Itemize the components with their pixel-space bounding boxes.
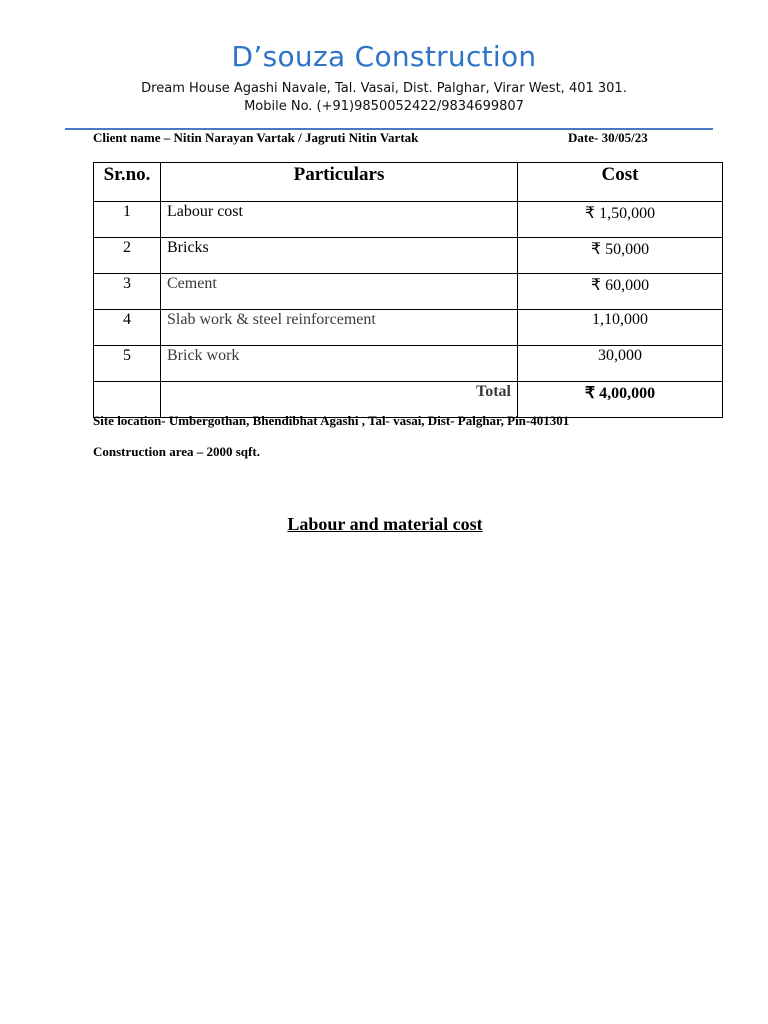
row-particular: Labour cost <box>161 202 518 238</box>
row-cost: ₹ 60,000 <box>518 274 723 310</box>
table-row <box>94 202 723 238</box>
row-particular: Brick work <box>161 346 518 382</box>
client-name: Client name – Nitin Narayan Vartak / Jagruti Nitin Vartak <box>93 130 419 145</box>
row-cost: 1,10,000 <box>518 310 723 346</box>
company-name: D’souza Construction <box>231 40 537 73</box>
table-header-row <box>94 163 723 202</box>
header-sr-no: Sr.no. <box>94 163 161 202</box>
construction-area: Construction area – 2000 sqft. <box>93 444 260 459</box>
row-cost: 30,000 <box>518 346 723 382</box>
row-sr-no: 1 <box>94 202 161 238</box>
total-value: ₹ 4,00,000 <box>518 382 723 418</box>
invoice-date: Date- 30/05/23 <box>568 130 648 145</box>
table-row <box>94 346 723 382</box>
header-particulars: Particulars <box>161 163 518 202</box>
table-row <box>94 274 723 310</box>
table-row <box>94 310 723 346</box>
row-particular: Cement <box>161 274 518 310</box>
company-address: Dream House Agashi Navale, Tal. Vasai, Dist. Palghar, Virar West, 401 301. <box>141 81 627 96</box>
header-cost: Cost <box>518 163 723 202</box>
row-sr-no: 2 <box>94 238 161 274</box>
row-cost: ₹ 50,000 <box>518 238 723 274</box>
total-label: Total <box>161 382 518 418</box>
company-mobile: Mobile No. (+91)9850052422/9834699807 <box>244 99 524 114</box>
row-cost: ₹ 1,50,000 <box>518 202 723 238</box>
table-row <box>94 238 723 274</box>
section-title: Labour and material cost <box>287 514 483 534</box>
cost-table <box>93 162 723 418</box>
row-sr-no: 3 <box>94 274 161 310</box>
row-particular: Bricks <box>161 238 518 274</box>
row-sr-no: 5 <box>94 346 161 382</box>
row-sr-no: 4 <box>94 310 161 346</box>
site-location: Site location- Umbergothan, Bhendibhat Agashi , Tal- vasai, Dist- Palghar, Pin-401301 <box>93 413 570 428</box>
row-particular: Slab work & steel reinforcement <box>161 310 518 346</box>
